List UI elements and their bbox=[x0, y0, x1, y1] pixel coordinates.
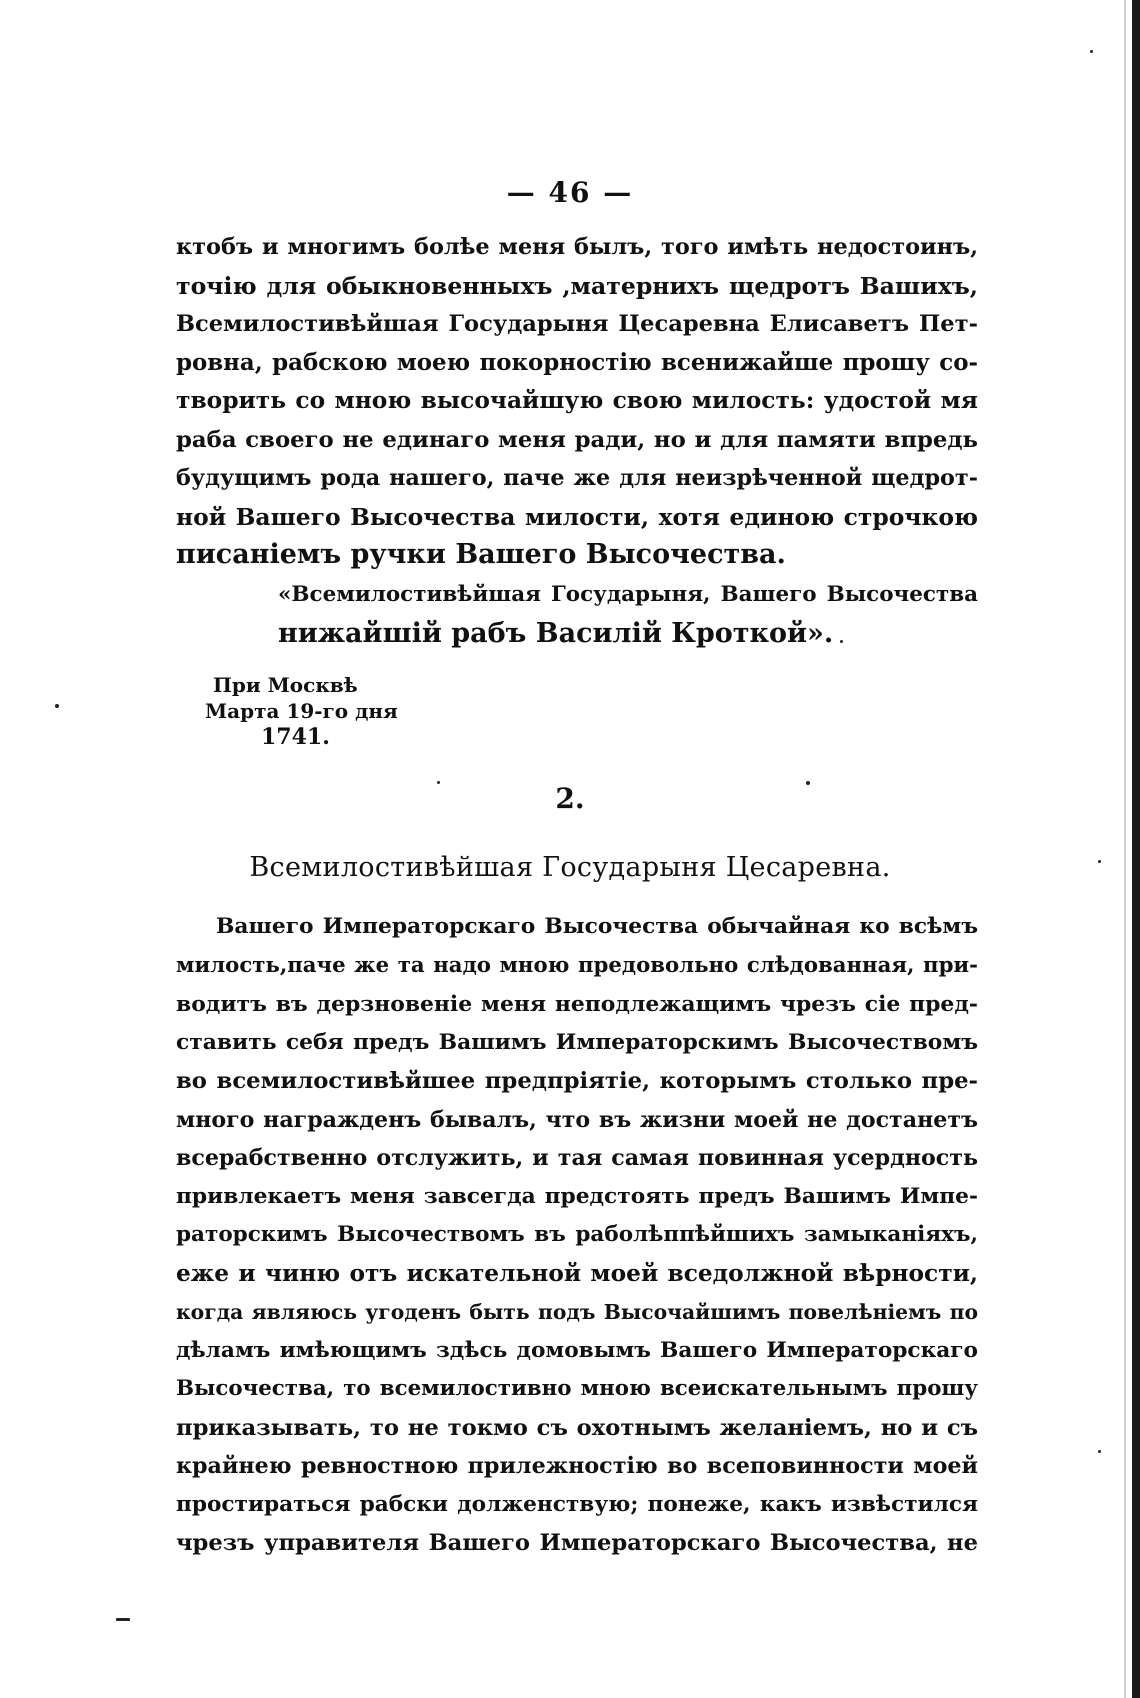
text-line: ной Вашего Высочества милости, хотя единою строчкою bbox=[176, 502, 978, 531]
text-line: водитъ въ дерзновеніе меня неподлежащимъ чрезъ сіе пред- bbox=[176, 991, 978, 1017]
text-line: ктобъ и многимъ болѣе меня былъ, того имѣть недостоинъ, bbox=[176, 234, 978, 260]
scan-speck bbox=[1098, 1450, 1101, 1453]
text-line: писаніемъ ручки Вашего Высочества. bbox=[176, 539, 786, 570]
text-line: будущимъ рода нашего, паче же для неизрѣченной щедрот- bbox=[176, 465, 978, 491]
dateline-place: При Москвѣ bbox=[213, 673, 358, 697]
text-line: во всемилостивѣйшее предпріятіе, которымъ столько пре- bbox=[176, 1068, 978, 1094]
text-line: раторскимъ Высочествомъ въ раболѣппѣйшихъ замыканіяхъ, bbox=[176, 1222, 978, 1247]
dateline bbox=[205, 672, 398, 750]
text-line: всерабственно отслужить, и тая самая повинная усердность bbox=[176, 1145, 978, 1171]
text-line: много награжденъ бывалъ, что въ жизни моей не достанетъ bbox=[176, 1106, 978, 1133]
signature-block bbox=[278, 576, 978, 653]
text-line: дѣламъ имѣющимъ здѣсь домовымъ Вашего Императорскаго bbox=[176, 1337, 978, 1363]
text-line: Вашего Императорскаго Высочества обычайная ко всѣмъ bbox=[216, 914, 978, 939]
section-number: 2. bbox=[555, 782, 585, 815]
scan-speck bbox=[1098, 860, 1101, 863]
text-line: простираться рабски долженствую; понеже, какъ извѣстился bbox=[176, 1491, 978, 1517]
scan-speck bbox=[437, 781, 440, 784]
scan-speck bbox=[55, 704, 59, 708]
text-line: приказывать, то не токмо съ охотнымъ желаніемъ, но и съ bbox=[176, 1414, 978, 1441]
paragraph-1 bbox=[176, 228, 978, 575]
scan-speck bbox=[840, 640, 843, 643]
page-number: — 46 — bbox=[506, 176, 634, 209]
text-line: еже и чиню отъ искательной моей вседолжной вѣрности, bbox=[176, 1259, 978, 1287]
salutation: Всемилостивѣйшая Государыня Цесаревна. bbox=[249, 852, 891, 883]
text-line: крайнею ревностною прилежностію во всеповинности моей bbox=[176, 1453, 978, 1479]
text-line: ставить себя предъ Вашимъ Императорскимъ Высочествомъ bbox=[176, 1029, 978, 1055]
text-line: ровна, рабскою моею покорностію всенижайше прошу со- bbox=[176, 348, 978, 376]
text-line: Всемилостивѣйшая Государыня Цесаревна Елисаветъ Пет- bbox=[176, 311, 978, 337]
scan-speck bbox=[116, 1618, 130, 1621]
text-line: милость,паче же та надо мною предовольно слѣдованная, при- bbox=[176, 952, 978, 978]
paragraph-2 bbox=[176, 908, 978, 1563]
scan-speck bbox=[1090, 50, 1093, 53]
scan-edge bbox=[1132, 0, 1140, 1698]
dateline-year: 1741. bbox=[261, 724, 330, 750]
scan-edge-shadow bbox=[1124, 0, 1126, 1698]
dateline-date: Марта 19-го дня bbox=[205, 699, 398, 723]
text-line: привлекаетъ меня завсегда предстоять предъ Вашимъ Импе- bbox=[176, 1183, 978, 1209]
signature-line: нижайшій рабъ Василій Кроткой». bbox=[278, 617, 834, 649]
text-line: раба своего не единаго меня ради, но и для памяти впредь bbox=[176, 426, 978, 453]
text-line: чрезъ управителя Вашего Императорскаго Высочества, не bbox=[176, 1530, 978, 1556]
text-line: когда являюсь угоденъ быть подъ Высочайшимъ повелѣніемъ по bbox=[176, 1300, 978, 1324]
signature-line: «Всемилостивѣйшая Государыня, Вашего Высочества bbox=[278, 582, 978, 607]
text-line: Высочества, то всемилостивно мною всеискательнымъ прошу bbox=[176, 1376, 978, 1401]
text-line: точію для обыкновенныхъ ,матернихъ щедротъ Вашихъ, bbox=[176, 271, 978, 300]
text-line: творить со мною высочайшую свою милость: удостой мя bbox=[176, 387, 978, 414]
scan-speck bbox=[806, 781, 810, 785]
